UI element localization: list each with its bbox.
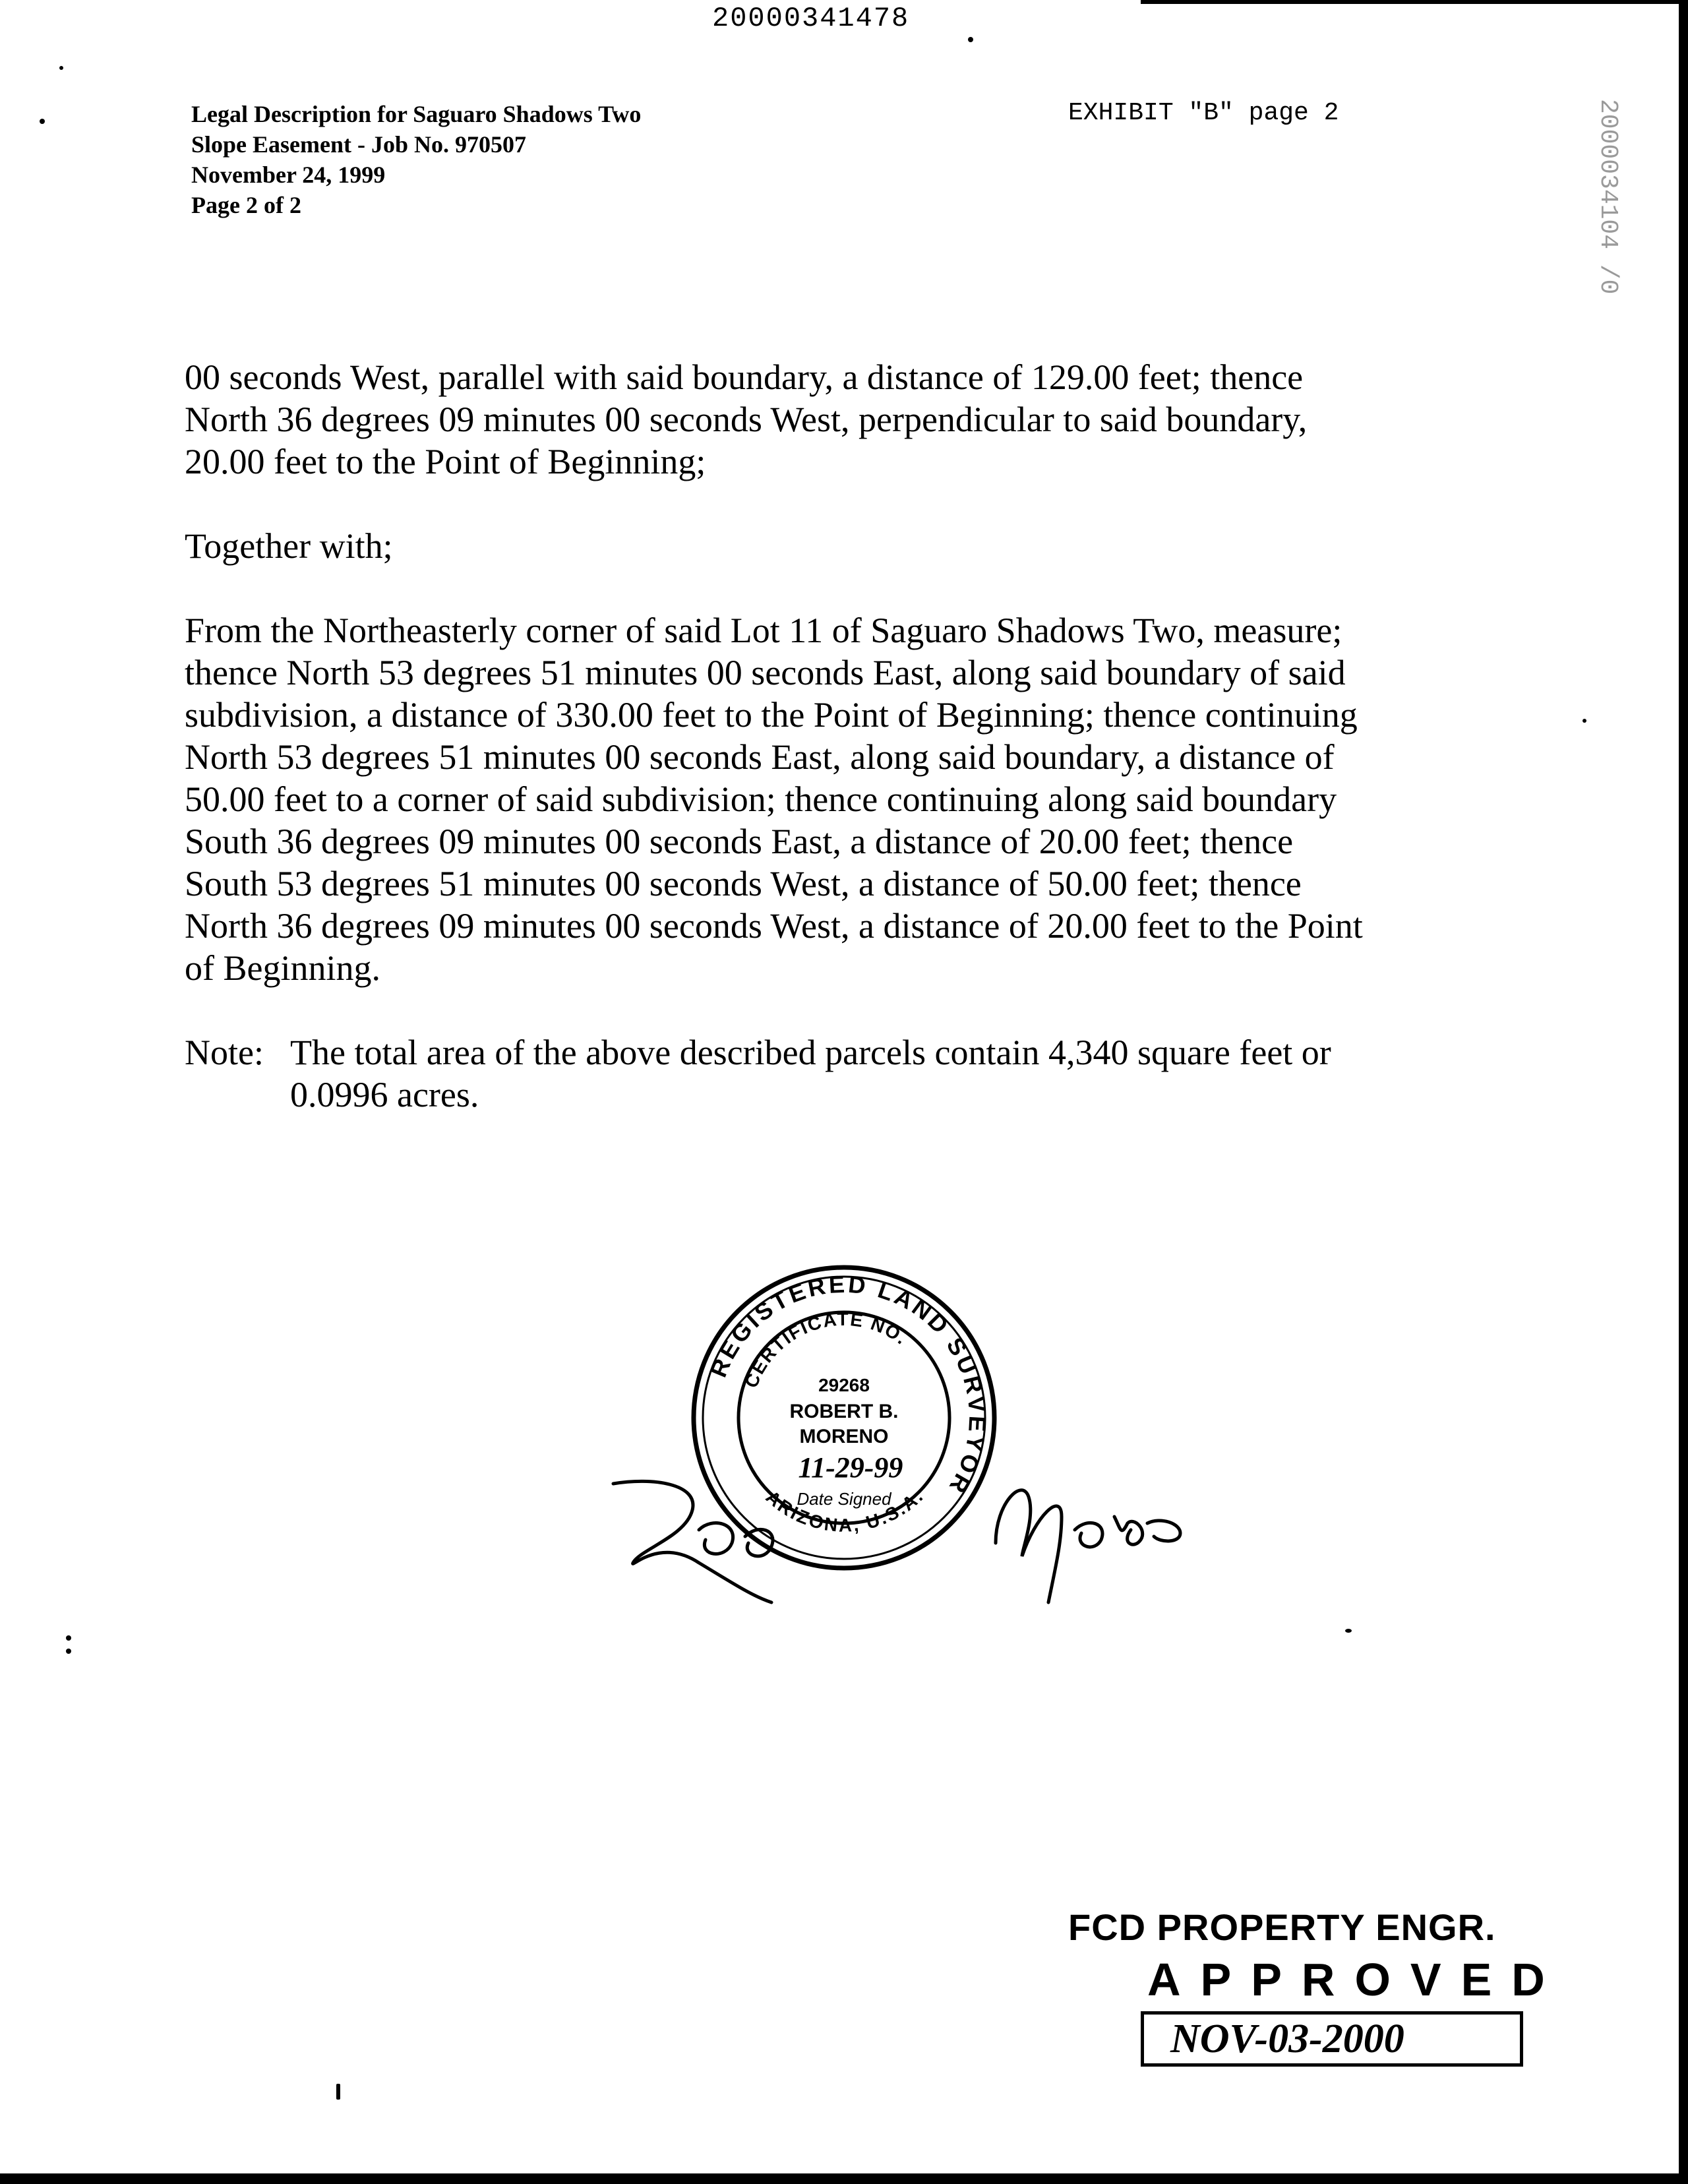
top-edge-rule (1141, 0, 1688, 4)
header-job: Slope Easement - Job No. 970507 (191, 131, 527, 158)
header-title: Legal Description for Saguaro Shadows Two (191, 101, 642, 127)
header-page: Page 2 of 2 (191, 192, 301, 218)
approval-stamp (1055, 1906, 1629, 2090)
scan-speck (66, 1635, 71, 1641)
text-line: subdivision, a distance of 330.00 feet to the Point of Beginning; thence continuing (185, 695, 1358, 735)
seal-inner-text: CERTIFICATE NO. (740, 1308, 912, 1391)
bottom-edge-rule (0, 2173, 1688, 2184)
text-line: of Beginning. (185, 948, 380, 988)
text-line: North 36 degrees 09 minutes 00 seconds West, perpendicular to said boundary, (185, 400, 1308, 439)
text-line: 20.00 feet to the Point of Beginning; (185, 442, 706, 481)
scan-speck (59, 66, 63, 70)
paragraph-continuation (185, 356, 1517, 483)
seal-name-line1: ROBERT B. (789, 1401, 899, 1422)
note-line: The total area of the above described parcels contain 4,340 square feet or (290, 1033, 1331, 1072)
document-header (191, 99, 641, 220)
note-label: Note: (185, 1033, 264, 1072)
paragraph-second-parcel (185, 609, 1517, 989)
scan-speck (968, 37, 973, 42)
seal-certificate-number: 29268 (818, 1375, 870, 1395)
legal-description-body (185, 356, 1517, 1116)
scan-speck (1582, 719, 1586, 723)
surveyor-signature (600, 1438, 1207, 1609)
document-number: 20000341478 (712, 3, 910, 34)
paragraph-together-with: Together with; (185, 526, 393, 566)
seal-signed-date: 11-29-99 (798, 1451, 903, 1484)
text-line: North 53 degrees 51 minutes 00 seconds East, along said boundary, a distance of (185, 737, 1335, 777)
right-edge-rule (1679, 0, 1688, 2184)
text-line: South 36 degrees 09 minutes 00 seconds East, a distance of 20.00 feet; thence (185, 822, 1294, 861)
note-body (290, 1031, 1517, 1116)
text-line: From the Northeasterly corner of said Lot 11 of Saguaro Shadows Two, measure; (185, 611, 1342, 650)
text-line: North 36 degrees 09 minutes 00 seconds West, a distance of 20.00 feet to the Point (185, 906, 1363, 946)
approval-stamp-header: FCD PROPERTY ENGR. (1068, 1906, 1496, 1948)
header-date: November 24, 1999 (191, 162, 386, 188)
text-line: South 53 degrees 51 minutes 00 seconds West, a distance of 50.00 feet; thence (185, 864, 1302, 903)
scan-speck (66, 1649, 71, 1654)
text-line: 50.00 feet to a corner of said subdivision; thence continuing along said boundary (185, 779, 1337, 819)
seal-outer-text: REGISTERED LAND SURVEYOR (704, 1270, 992, 1500)
text-line: thence North 53 degrees 51 minutes 00 seconds East, along said boundary of said (185, 653, 1346, 692)
approval-stamp-word: APPROVED (1147, 1954, 1565, 2005)
seal-state-text: ARIZONA, U.S.A. (762, 1485, 928, 1536)
scan-speck (40, 119, 45, 124)
scan-speck (1345, 1629, 1352, 1633)
seal-date-label: Date Signed (797, 1489, 891, 1509)
exhibit-label: EXHIBIT "B" page 2 (1068, 99, 1339, 127)
seal-name-line2: MORENO (799, 1426, 889, 1447)
note-line: 0.0996 acres. (290, 1075, 479, 1114)
approval-stamp-date: NOV-03-2000 (1141, 2011, 1523, 2067)
side-recording-stamp: 2000034104 /0 (1594, 99, 1622, 295)
area-note (185, 1031, 1517, 1116)
scan-speck (336, 2084, 340, 2100)
text-line: 00 seconds West, parallel with said boundary, a distance of 129.00 feet; thence (185, 357, 1304, 397)
